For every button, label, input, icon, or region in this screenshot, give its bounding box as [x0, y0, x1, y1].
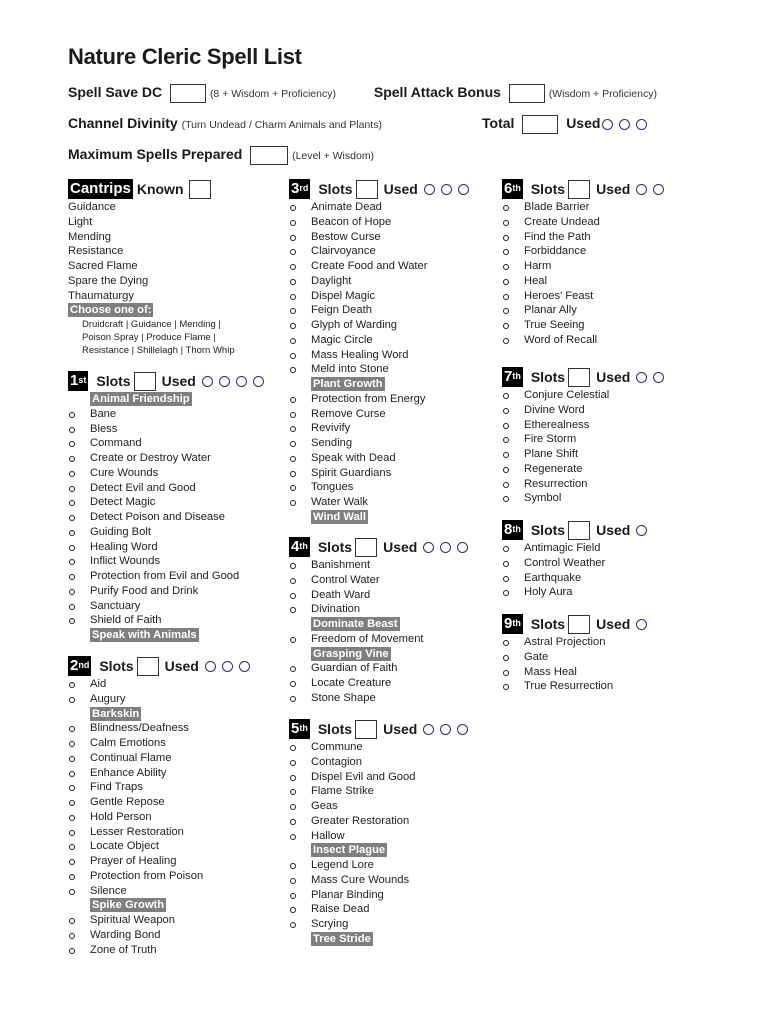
spell-item: Geas	[289, 799, 468, 814]
max-prepared-box[interactable]	[250, 146, 288, 165]
level-tag	[502, 520, 523, 540]
cantrip-item: Resistance	[68, 245, 124, 258]
domain-spell-label: Barkskin	[92, 707, 140, 720]
level-number: 7	[504, 368, 513, 385]
spell-item: Flame Strike	[289, 784, 468, 799]
channel-total-box[interactable]	[522, 115, 558, 134]
slots-label: Slots	[530, 616, 566, 632]
spell-item: Spiritual Weapon	[68, 913, 250, 928]
spell-item: Water Walk	[289, 495, 469, 510]
used-circle[interactable]	[423, 724, 434, 735]
spell-item: Animate Dead	[289, 200, 469, 215]
spell-item: Create Food and Water	[289, 259, 469, 274]
slots-box[interactable]	[568, 368, 590, 387]
domain-spell-item	[68, 898, 250, 913]
used-circle[interactable]	[423, 542, 434, 553]
spell-item: Gate	[502, 650, 647, 665]
spell-item: Mass Heal	[502, 665, 647, 680]
spell-item: Gentle Repose	[68, 795, 250, 810]
spell-item: Enhance Ability	[68, 766, 250, 781]
spell-item: Silence	[68, 884, 250, 899]
level-8-section	[502, 519, 647, 600]
used-circle[interactable]	[222, 661, 233, 672]
cantrips-tag: Cantrips	[70, 180, 131, 197]
used-circle[interactable]	[457, 542, 468, 553]
level-suffix: th	[512, 618, 521, 628]
level-header	[289, 718, 468, 740]
spell-item: Greater Restoration	[289, 814, 468, 829]
spell-item: Scrying	[289, 917, 468, 932]
spell-item: Forbiddance	[502, 244, 664, 259]
used-label: Used	[383, 181, 418, 197]
spell-item: Locate Creature	[289, 676, 468, 691]
channel-used-circle[interactable]	[619, 119, 630, 130]
level-header	[502, 178, 664, 200]
used-circle[interactable]	[424, 184, 435, 195]
spell-item: Bane	[68, 407, 264, 422]
slots-box[interactable]	[568, 180, 590, 199]
domain-spell-item	[289, 510, 469, 525]
slots-label: Slots	[530, 522, 566, 538]
level-1-section	[68, 370, 264, 643]
domain-spell-label: Grasping Vine	[313, 647, 389, 660]
level-tag	[502, 179, 523, 199]
max-prepared-note: (Level + Wisdom)	[292, 150, 375, 163]
domain-spell-label: Wind Wall	[313, 510, 366, 523]
used-circle[interactable]	[636, 525, 647, 536]
spell-list	[502, 388, 664, 506]
spell-item: Command	[68, 436, 264, 451]
spell-item: Beacon of Hope	[289, 215, 469, 230]
spell-item: Heroes' Feast	[502, 289, 664, 304]
cantrips-section	[68, 178, 235, 357]
used-circle[interactable]	[441, 184, 452, 195]
spell-item: Fire Storm	[502, 432, 664, 447]
level-suffix: th	[299, 541, 308, 551]
level-number: 9	[504, 615, 513, 632]
spell-item: Sanctuary	[68, 599, 264, 614]
spell-list	[502, 635, 647, 694]
cantrip-item: Spare the Dying	[68, 274, 149, 287]
spell-item: Revivify	[289, 421, 469, 436]
spell-item: Planar Ally	[502, 303, 664, 318]
level-number: 1	[70, 372, 79, 389]
channel-used-label: Used	[566, 115, 601, 132]
spell-item: Create or Destroy Water	[68, 451, 264, 466]
domain-spell-item	[289, 377, 469, 392]
channel-divinity-note: (Turn Undead / Charm Animals and Plants)	[181, 119, 382, 131]
domain-spell-item	[68, 392, 264, 407]
spell-item: Feign Death	[289, 303, 469, 318]
spell-item: Tongues	[289, 480, 469, 495]
cantrips-known-label: Known	[136, 181, 184, 197]
channel-used-circle[interactable]	[636, 119, 647, 130]
spell-item: Dispel Magic	[289, 289, 469, 304]
level-9-section	[502, 613, 647, 694]
used-circle[interactable]	[202, 376, 213, 387]
spell-item: Mass Healing Word	[289, 348, 469, 363]
level-number: 8	[504, 521, 513, 538]
cantrip-item: Mending	[68, 230, 111, 243]
used-circle[interactable]	[458, 184, 469, 195]
domain-spell-item	[68, 628, 264, 643]
spell-item: Raise Dead	[289, 902, 468, 917]
spell-list	[502, 200, 664, 348]
level-number: 5	[291, 720, 300, 737]
spell-item: Healing Word	[68, 540, 264, 555]
domain-spell-item	[68, 707, 250, 722]
slots-box[interactable]	[356, 180, 378, 199]
used-label: Used	[161, 373, 196, 389]
slots-label: Slots	[317, 539, 353, 555]
used-circle[interactable]	[636, 619, 647, 630]
slots-label: Slots	[530, 181, 566, 197]
used-circle[interactable]	[440, 724, 451, 735]
spell-item: Sending	[289, 436, 469, 451]
slots-label: Slots	[318, 181, 353, 197]
spell-attack-bonus-note: (Wisdom + Proficiency)	[548, 88, 657, 101]
level-number: 2	[70, 657, 79, 674]
spell-item: Mass Cure Wounds	[289, 873, 468, 888]
spell-item: Etherealness	[502, 418, 664, 433]
channel-total-label: Total	[482, 115, 515, 132]
page-title: Nature Cleric Spell List	[68, 44, 302, 69]
level-number: 4	[291, 538, 300, 555]
spell-item: Plane Shift	[502, 447, 664, 462]
used-label: Used	[596, 369, 631, 385]
level-suffix: th	[299, 723, 308, 733]
level-6-section	[502, 178, 664, 348]
spell-item: Death Ward	[289, 588, 468, 603]
level-tag	[289, 537, 310, 557]
cantrip-item: Thaumaturgy	[68, 289, 134, 302]
spell-item: Protection from Poison	[68, 869, 250, 884]
spell-list	[289, 200, 469, 525]
slots-box[interactable]	[355, 720, 377, 739]
slots-label: Slots	[530, 369, 566, 385]
spell-item: Dispel Evil and Good	[289, 770, 468, 785]
choose-one-label: Choose one of:	[70, 304, 152, 317]
channel-divinity-row	[68, 115, 728, 131]
max-prepared-label: Maximum Spells Prepared	[68, 146, 243, 163]
spell-item: Planar Binding	[289, 888, 468, 903]
spell-item: Cure Wounds	[68, 466, 264, 481]
level-tag	[502, 614, 523, 634]
spell-item: Zone of Truth	[68, 943, 250, 958]
level-number: 6	[504, 180, 513, 197]
used-label: Used	[383, 539, 418, 555]
cantrips-known-box[interactable]	[189, 180, 211, 199]
level-5-section	[289, 718, 468, 947]
spell-item: Find Traps	[68, 780, 250, 795]
level-suffix: rd	[299, 183, 309, 193]
level-tag	[289, 719, 310, 739]
spell-item: Find the Path	[502, 230, 664, 245]
slots-label: Slots	[317, 721, 353, 737]
domain-spell-label: Speak with Animals	[92, 629, 197, 641]
used-label: Used	[164, 658, 199, 674]
spell-item: Symbol	[502, 491, 664, 506]
spell-item: Bestow Curse	[289, 230, 469, 245]
used-circle[interactable]	[205, 661, 216, 672]
cantrips-header	[68, 178, 235, 200]
spell-attack-bonus-label: Spell Attack Bonus	[373, 84, 501, 101]
spell-save-dc-box[interactable]	[170, 84, 206, 103]
domain-spell-item	[289, 617, 468, 632]
spell-item: Shield of Faith	[68, 613, 264, 628]
level-tag	[289, 179, 310, 199]
level-7-section	[502, 366, 664, 506]
spell-save-dc-note: (8 + Wisdom + Proficiency)	[209, 88, 336, 101]
spell-item: Harm	[502, 259, 664, 274]
spell-list	[289, 740, 468, 947]
spell-item: Freedom of Movement	[289, 632, 468, 647]
cantrip-item: Sacred Flame	[68, 260, 138, 272]
slots-box[interactable]	[355, 538, 377, 557]
spell-item: Stone Shape	[289, 691, 468, 706]
spell-item: Calm Emotions	[68, 736, 250, 751]
spell-item: Control Weather	[502, 556, 647, 571]
level-number: 3	[291, 180, 300, 197]
spell-item: Antimagic Field	[502, 541, 647, 556]
spell-item: Legend Lore	[289, 858, 468, 873]
spell-item: Clairvoyance	[289, 244, 469, 259]
used-label: Used	[596, 181, 631, 197]
spell-item: Lesser Restoration	[68, 825, 250, 840]
used-circle[interactable]	[653, 184, 664, 195]
channel-divinity-label: Channel Divinity	[68, 115, 178, 131]
level-suffix: th	[512, 183, 521, 193]
spell-item: Meld into Stone	[289, 362, 469, 377]
level-header	[68, 370, 264, 392]
cantrip-list	[68, 200, 235, 318]
domain-spell-label: Dominate Beast	[313, 618, 398, 630]
spell-item: Hallow	[289, 829, 468, 844]
level-header	[68, 655, 250, 677]
slots-label: Slots	[96, 373, 131, 389]
spell-item: Astral Projection	[502, 635, 647, 650]
used-circle[interactable]	[253, 376, 264, 387]
used-circle[interactable]	[219, 376, 230, 387]
domain-spell-item	[289, 932, 468, 947]
used-label: Used	[383, 721, 418, 737]
spell-item: Remove Curse	[289, 407, 469, 422]
spell-item: Create Undead	[502, 215, 664, 230]
used-circle[interactable]	[440, 542, 451, 553]
used-label: Used	[596, 522, 631, 538]
spell-item: Control Water	[289, 573, 468, 588]
spell-item: Detect Poison and Disease	[68, 510, 264, 525]
level-header	[289, 536, 468, 558]
spell-item: Blindness/Deafness	[68, 721, 250, 736]
spell-item: Warding Bond	[68, 928, 250, 943]
used-circle[interactable]	[239, 661, 250, 672]
level-header	[502, 519, 647, 541]
level-tag	[68, 656, 91, 676]
domain-spell-item	[289, 647, 468, 662]
spell-item: Glyph of Warding	[289, 318, 469, 333]
domain-spell-label: Insect Plague	[313, 844, 386, 857]
domain-spell-label: Plant Growth	[313, 378, 383, 390]
spell-item: Continual Flame	[68, 751, 250, 766]
spell-item: Prayer of Healing	[68, 854, 250, 869]
slots-box[interactable]	[568, 521, 590, 540]
spell-item: Speak with Dead	[289, 451, 469, 466]
spell-list	[502, 541, 647, 600]
spell-item: True Seeing	[502, 318, 664, 333]
level-suffix: th	[512, 371, 521, 381]
spell-item: Inflict Wounds	[68, 554, 264, 569]
spell-item: Aid	[68, 677, 250, 692]
level-suffix: nd	[78, 660, 90, 670]
spell-item: Detect Evil and Good	[68, 481, 264, 496]
level-4-section	[289, 536, 468, 706]
level-3-section	[289, 178, 469, 525]
used-circle[interactable]	[636, 184, 647, 195]
used-circle[interactable]	[236, 376, 247, 387]
spell-item: Conjure Celestial	[502, 388, 664, 403]
spell-item: Hold Person	[68, 810, 250, 825]
choose-option-line: Druidcraft | Guidance | Mending |	[82, 319, 221, 330]
spell-item: Banishment	[289, 558, 468, 573]
level-header	[289, 178, 469, 200]
spell-item: Holy Aura	[502, 585, 647, 600]
spell-item: Spirit Guardians	[289, 466, 469, 481]
channel-used-circle[interactable]	[602, 119, 613, 130]
spell-item: Locate Object	[68, 839, 250, 854]
domain-spell-label: Animal Friendship	[92, 393, 190, 405]
spell-item: Daylight	[289, 274, 469, 289]
spell-item: Heal	[502, 274, 664, 289]
domain-spell-label: Spike Growth	[92, 899, 165, 912]
spell-item: Magic Circle	[289, 333, 469, 348]
level-2-section	[68, 655, 250, 957]
spell-item: Detect Magic	[68, 495, 264, 510]
used-circle[interactable]	[653, 372, 664, 383]
spell-item: Augury	[68, 692, 250, 707]
choose-options	[68, 318, 235, 357]
max-prepared-row	[68, 146, 728, 165]
choose-option-line: Resistance | Shillelagh | Thorn Whip	[82, 345, 235, 356]
spell-list	[68, 677, 250, 957]
slots-box[interactable]	[137, 657, 159, 676]
spell-item: Earthquake	[502, 571, 647, 586]
spell-item: Divine Word	[502, 403, 664, 418]
spell-stats-row	[68, 84, 728, 103]
spell-item: Guardian of Faith	[289, 661, 468, 676]
choose-option-line: Poison Spray | Produce Flame |	[82, 332, 216, 343]
spell-item: Regenerate	[502, 462, 664, 477]
cantrip-item: Light	[68, 215, 93, 228]
spell-item: Protection from Energy	[289, 392, 469, 407]
level-tag	[68, 371, 88, 391]
spell-item: Contagion	[289, 755, 468, 770]
spell-item: Blade Barrier	[502, 200, 664, 215]
spell-item: Commune	[289, 740, 468, 755]
spell-item: Purify Food and Drink	[68, 584, 264, 599]
level-header	[502, 366, 664, 388]
spell-item: Word of Recall	[502, 333, 664, 348]
spell-list	[68, 392, 264, 643]
level-tag	[502, 367, 523, 387]
slots-label: Slots	[99, 658, 134, 674]
spell-item: Protection from Evil and Good	[68, 569, 264, 584]
used-label: Used	[596, 616, 631, 632]
spell-item: True Resurrection	[502, 679, 647, 694]
level-suffix: th	[512, 524, 521, 534]
used-circle[interactable]	[636, 372, 647, 383]
spell-item: Divination	[289, 602, 468, 617]
choose-one-row	[68, 303, 235, 318]
spell-item: Bless	[68, 422, 264, 437]
level-suffix: st	[78, 375, 87, 385]
spell-item: Resurrection	[502, 477, 664, 492]
domain-spell-item	[289, 843, 468, 858]
used-circle[interactable]	[457, 724, 468, 735]
slots-box[interactable]	[568, 615, 590, 634]
spell-item: Guiding Bolt	[68, 525, 264, 540]
spell-attack-bonus-box[interactable]	[509, 84, 545, 103]
spell-list	[289, 558, 468, 706]
slots-box[interactable]	[134, 372, 156, 391]
cantrip-item: Guidance	[68, 201, 116, 213]
level-header	[502, 613, 647, 635]
domain-spell-label: Tree Stride	[313, 932, 371, 945]
spell-save-dc-label: Spell Save DC	[68, 84, 163, 101]
